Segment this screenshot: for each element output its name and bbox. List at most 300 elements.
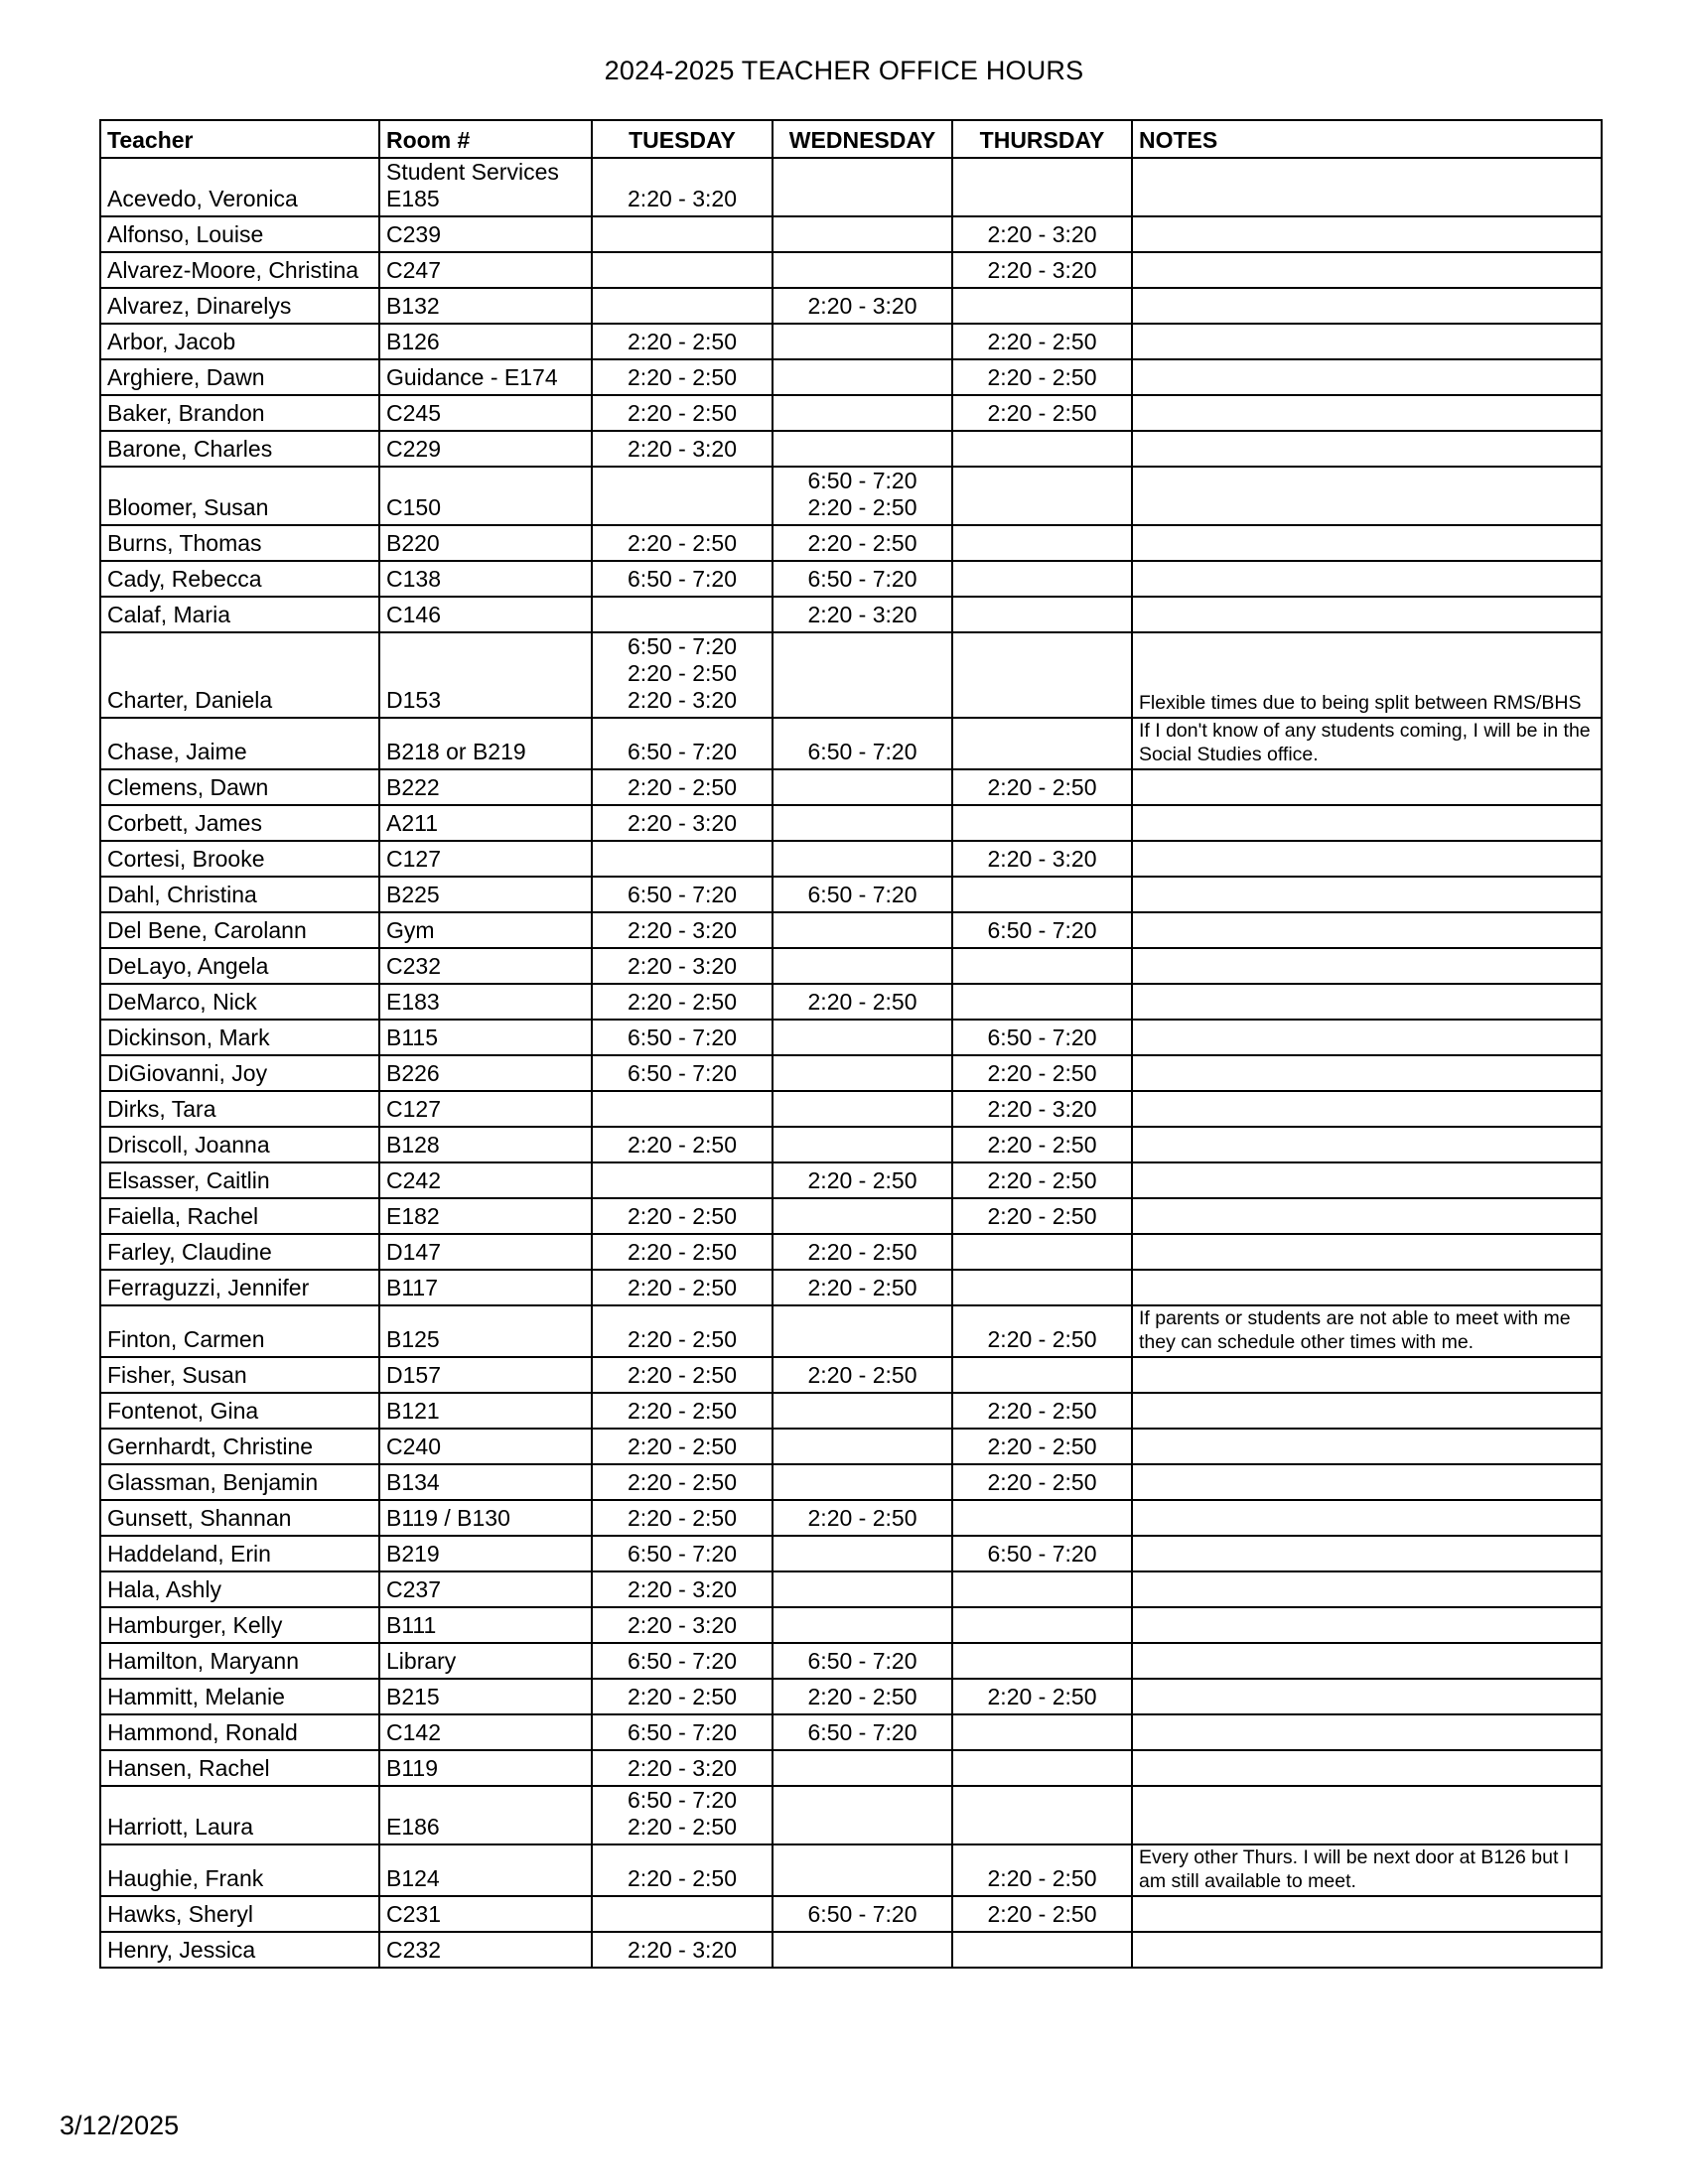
wednesday-cell: 2:20 - 2:50 <box>773 1357 952 1393</box>
teacher-cell: Bloomer, Susan <box>100 467 379 525</box>
thursday-cell: 2:20 - 2:50 <box>952 324 1132 359</box>
table-row <box>100 158 1602 216</box>
thursday-cell: 2:20 - 2:50 <box>952 1393 1132 1429</box>
wednesday-cell <box>773 1607 952 1643</box>
table-row <box>100 912 1602 948</box>
room-cell: A211 <box>379 805 592 841</box>
table-row <box>100 1536 1602 1571</box>
wednesday-cell: 2:20 - 2:50 <box>773 525 952 561</box>
teacher-cell: Cortesi, Brooke <box>100 841 379 877</box>
tuesday-cell: 2:20 - 2:50 <box>592 359 773 395</box>
teacher-cell: Arbor, Jacob <box>100 324 379 359</box>
table-row <box>100 1198 1602 1234</box>
table-header-row <box>100 120 1602 158</box>
thursday-cell: 2:20 - 2:50 <box>952 1896 1132 1932</box>
tuesday-cell: 2:20 - 3:20 <box>592 431 773 467</box>
notes-cell <box>1132 1500 1602 1536</box>
notes-cell <box>1132 1127 1602 1162</box>
notes-cell <box>1132 1536 1602 1571</box>
room-cell: C240 <box>379 1429 592 1464</box>
room-cell: B119 <box>379 1750 592 1786</box>
thursday-cell <box>952 1607 1132 1643</box>
table-row <box>100 1357 1602 1393</box>
thursday-cell: 2:20 - 2:50 <box>952 359 1132 395</box>
notes-cell <box>1132 1357 1602 1393</box>
tuesday-cell <box>592 288 773 324</box>
room-cell: C127 <box>379 1091 592 1127</box>
room-cell: C231 <box>379 1896 592 1932</box>
teacher-cell: Hansen, Rachel <box>100 1750 379 1786</box>
table-row <box>100 1162 1602 1198</box>
thursday-cell <box>952 948 1132 984</box>
teacher-cell: Hammond, Ronald <box>100 1714 379 1750</box>
tuesday-cell <box>592 1091 773 1127</box>
tuesday-cell <box>592 1162 773 1198</box>
table-row <box>100 1786 1602 1844</box>
notes-cell <box>1132 1679 1602 1714</box>
room-cell: B226 <box>379 1055 592 1091</box>
thursday-cell: 6:50 - 7:20 <box>952 1536 1132 1571</box>
tuesday-cell: 2:20 - 3:20 <box>592 1607 773 1643</box>
room-cell: D157 <box>379 1357 592 1393</box>
tuesday-cell: 2:20 - 2:50 <box>592 1393 773 1429</box>
wednesday-cell: 6:50 - 7:20 2:20 - 2:50 <box>773 467 952 525</box>
tuesday-cell: 2:20 - 2:50 <box>592 395 773 431</box>
thursday-cell <box>952 1500 1132 1536</box>
teacher-cell: Alfonso, Louise <box>100 216 379 252</box>
tuesday-cell: 6:50 - 7:20 <box>592 1536 773 1571</box>
thursday-cell <box>952 1357 1132 1393</box>
wednesday-cell <box>773 216 952 252</box>
thursday-cell <box>952 632 1132 718</box>
table-row <box>100 1750 1602 1786</box>
room-cell: B220 <box>379 525 592 561</box>
column-header-room: Room # <box>379 120 592 158</box>
table-row <box>100 1020 1602 1055</box>
room-cell: Guidance - E174 <box>379 359 592 395</box>
teacher-cell: Dickinson, Mark <box>100 1020 379 1055</box>
room-cell: B119 / B130 <box>379 1500 592 1536</box>
wednesday-cell <box>773 1536 952 1571</box>
tuesday-cell: 6:50 - 7:20 2:20 - 2:50 <box>592 1786 773 1844</box>
room-cell: C127 <box>379 841 592 877</box>
room-cell: Library <box>379 1643 592 1679</box>
notes-cell: If parents or students are not able to meet with me they can schedule other times with me. <box>1132 1305 1602 1357</box>
notes-cell <box>1132 359 1602 395</box>
room-cell: C142 <box>379 1714 592 1750</box>
tuesday-cell: 2:20 - 2:50 <box>592 1270 773 1305</box>
teacher-cell: Del Bene, Carolann <box>100 912 379 948</box>
table-row <box>100 1270 1602 1305</box>
wednesday-cell: 2:20 - 2:50 <box>773 1162 952 1198</box>
table-row <box>100 1234 1602 1270</box>
table-row <box>100 769 1602 805</box>
thursday-cell: 2:20 - 2:50 <box>952 1464 1132 1500</box>
teacher-cell: DiGiovanni, Joy <box>100 1055 379 1091</box>
thursday-cell: 2:20 - 3:20 <box>952 216 1132 252</box>
teacher-cell: Corbett, James <box>100 805 379 841</box>
wednesday-cell <box>773 1305 952 1357</box>
table-row <box>100 561 1602 597</box>
thursday-cell <box>952 1270 1132 1305</box>
wednesday-cell: 2:20 - 3:20 <box>773 597 952 632</box>
wednesday-cell: 6:50 - 7:20 <box>773 877 952 912</box>
tuesday-cell <box>592 1896 773 1932</box>
notes-cell <box>1132 1607 1602 1643</box>
notes-cell <box>1132 841 1602 877</box>
room-cell: B225 <box>379 877 592 912</box>
notes-cell <box>1132 912 1602 948</box>
teacher-cell: Ferraguzzi, Jennifer <box>100 1270 379 1305</box>
teacher-cell: Hala, Ashly <box>100 1571 379 1607</box>
table-row <box>100 1932 1602 1968</box>
thursday-cell: 2:20 - 2:50 <box>952 395 1132 431</box>
teacher-cell: Hawks, Sheryl <box>100 1896 379 1932</box>
wednesday-cell <box>773 1198 952 1234</box>
thursday-cell <box>952 597 1132 632</box>
wednesday-cell <box>773 1127 952 1162</box>
wednesday-cell <box>773 632 952 718</box>
thursday-cell <box>952 1932 1132 1968</box>
wednesday-cell: 6:50 - 7:20 <box>773 561 952 597</box>
room-cell: C237 <box>379 1571 592 1607</box>
table-row <box>100 948 1602 984</box>
column-header-tuesday: TUESDAY <box>592 120 773 158</box>
wednesday-cell <box>773 1091 952 1127</box>
wednesday-cell: 6:50 - 7:20 <box>773 1714 952 1750</box>
thursday-cell: 2:20 - 2:50 <box>952 1844 1132 1896</box>
teacher-cell: Gernhardt, Christine <box>100 1429 379 1464</box>
table-row <box>100 984 1602 1020</box>
wednesday-cell: 2:20 - 3:20 <box>773 288 952 324</box>
teacher-cell: Arghiere, Dawn <box>100 359 379 395</box>
room-cell: E182 <box>379 1198 592 1234</box>
teacher-cell: Faiella, Rachel <box>100 1198 379 1234</box>
table-row <box>100 288 1602 324</box>
notes-cell: Every other Thurs. I will be next door at B126 but I am still available to meet. <box>1132 1844 1602 1896</box>
table-row <box>100 1714 1602 1750</box>
room-cell: B219 <box>379 1536 592 1571</box>
notes-cell <box>1132 1198 1602 1234</box>
notes-cell <box>1132 1270 1602 1305</box>
wednesday-cell <box>773 1750 952 1786</box>
teacher-cell: Cady, Rebecca <box>100 561 379 597</box>
tuesday-cell: 2:20 - 3:20 <box>592 912 773 948</box>
wednesday-cell <box>773 1020 952 1055</box>
wednesday-cell <box>773 359 952 395</box>
notes-cell <box>1132 467 1602 525</box>
teacher-cell: Farley, Claudine <box>100 1234 379 1270</box>
table-row <box>100 1500 1602 1536</box>
table-row <box>100 805 1602 841</box>
teacher-cell: Finton, Carmen <box>100 1305 379 1357</box>
notes-cell <box>1132 525 1602 561</box>
tuesday-cell: 2:20 - 2:50 <box>592 984 773 1020</box>
wednesday-cell <box>773 431 952 467</box>
teacher-cell: Alvarez-Moore, Christina <box>100 252 379 288</box>
tuesday-cell: 2:20 - 3:20 <box>592 1571 773 1607</box>
table-row <box>100 1464 1602 1500</box>
table-row <box>100 1643 1602 1679</box>
teacher-cell: Driscoll, Joanna <box>100 1127 379 1162</box>
table-row <box>100 1393 1602 1429</box>
thursday-cell: 2:20 - 3:20 <box>952 841 1132 877</box>
thursday-cell: 6:50 - 7:20 <box>952 1020 1132 1055</box>
room-cell: D147 <box>379 1234 592 1270</box>
notes-cell <box>1132 1786 1602 1844</box>
wednesday-cell: 2:20 - 2:50 <box>773 1679 952 1714</box>
table-row <box>100 1896 1602 1932</box>
teacher-cell: Haddeland, Erin <box>100 1536 379 1571</box>
table-row <box>100 395 1602 431</box>
teacher-cell: Glassman, Benjamin <box>100 1464 379 1500</box>
thursday-cell: 6:50 - 7:20 <box>952 912 1132 948</box>
table-row <box>100 1679 1602 1714</box>
thursday-cell <box>952 1571 1132 1607</box>
teacher-cell: Clemens, Dawn <box>100 769 379 805</box>
wednesday-cell <box>773 1393 952 1429</box>
tuesday-cell: 2:20 - 3:20 <box>592 948 773 984</box>
notes-cell <box>1132 324 1602 359</box>
notes-cell <box>1132 561 1602 597</box>
table-row <box>100 1429 1602 1464</box>
tuesday-cell: 2:20 - 3:20 <box>592 1932 773 1968</box>
thursday-cell: 2:20 - 2:50 <box>952 1198 1132 1234</box>
table-row <box>100 324 1602 359</box>
table-row <box>100 1607 1602 1643</box>
tuesday-cell <box>592 841 773 877</box>
tuesday-cell: 2:20 - 3:20 <box>592 805 773 841</box>
wednesday-cell <box>773 395 952 431</box>
room-cell: C247 <box>379 252 592 288</box>
thursday-cell <box>952 984 1132 1020</box>
teacher-cell: Charter, Daniela <box>100 632 379 718</box>
table-row <box>100 841 1602 877</box>
tuesday-cell: 2:20 - 2:50 <box>592 1679 773 1714</box>
tuesday-cell: 6:50 - 7:20 <box>592 877 773 912</box>
tuesday-cell: 6:50 - 7:20 <box>592 1643 773 1679</box>
wednesday-cell <box>773 252 952 288</box>
notes-cell <box>1132 1234 1602 1270</box>
table-row <box>100 252 1602 288</box>
wednesday-cell <box>773 805 952 841</box>
tuesday-cell: 2:20 - 2:50 <box>592 525 773 561</box>
room-cell: B115 <box>379 1020 592 1055</box>
teacher-cell: Haughie, Frank <box>100 1844 379 1896</box>
room-cell: C232 <box>379 1932 592 1968</box>
thursday-cell <box>952 158 1132 216</box>
footer-date: 3/12/2025 <box>60 2111 180 2140</box>
notes-cell <box>1132 948 1602 984</box>
room-cell: E183 <box>379 984 592 1020</box>
notes-cell <box>1132 805 1602 841</box>
table-row <box>100 1055 1602 1091</box>
thursday-cell <box>952 877 1132 912</box>
thursday-cell <box>952 718 1132 769</box>
room-cell: B126 <box>379 324 592 359</box>
teacher-cell: DeLayo, Angela <box>100 948 379 984</box>
table-row <box>100 597 1602 632</box>
tuesday-cell: 6:50 - 7:20 <box>592 1714 773 1750</box>
teacher-cell: Fontenot, Gina <box>100 1393 379 1429</box>
thursday-cell: 2:20 - 2:50 <box>952 1127 1132 1162</box>
teacher-cell: Hamilton, Maryann <box>100 1643 379 1679</box>
thursday-cell: 2:20 - 2:50 <box>952 1055 1132 1091</box>
thursday-cell: 2:20 - 2:50 <box>952 1305 1132 1357</box>
thursday-cell: 2:20 - 3:20 <box>952 252 1132 288</box>
notes-cell <box>1132 1464 1602 1500</box>
teacher-cell: Harriott, Laura <box>100 1786 379 1844</box>
wednesday-cell <box>773 1571 952 1607</box>
tuesday-cell: 2:20 - 2:50 <box>592 324 773 359</box>
teacher-cell: Elsasser, Caitlin <box>100 1162 379 1198</box>
room-cell: C245 <box>379 395 592 431</box>
table-row <box>100 1091 1602 1127</box>
notes-cell <box>1132 1429 1602 1464</box>
room-cell: B125 <box>379 1305 592 1357</box>
table-row <box>100 1571 1602 1607</box>
wednesday-cell <box>773 912 952 948</box>
wednesday-cell: 6:50 - 7:20 <box>773 1643 952 1679</box>
room-cell: Gym <box>379 912 592 948</box>
tuesday-cell: 2:20 - 3:20 <box>592 1750 773 1786</box>
teacher-cell: Calaf, Maria <box>100 597 379 632</box>
thursday-cell <box>952 561 1132 597</box>
room-cell: B124 <box>379 1844 592 1896</box>
teacher-cell: Barone, Charles <box>100 431 379 467</box>
room-cell: C138 <box>379 561 592 597</box>
tuesday-cell: 2:20 - 2:50 <box>592 1305 773 1357</box>
notes-cell <box>1132 431 1602 467</box>
room-cell: C232 <box>379 948 592 984</box>
thursday-cell: 2:20 - 3:20 <box>952 1091 1132 1127</box>
notes-cell <box>1132 1020 1602 1055</box>
notes-cell <box>1132 1932 1602 1968</box>
page-title: 2024-2025 TEACHER OFFICE HOURS <box>604 56 1084 85</box>
teacher-cell: Dahl, Christina <box>100 877 379 912</box>
wednesday-cell <box>773 158 952 216</box>
thursday-cell <box>952 1750 1132 1786</box>
thursday-cell <box>952 525 1132 561</box>
thursday-cell <box>952 805 1132 841</box>
tuesday-cell: 2:20 - 2:50 <box>592 1234 773 1270</box>
wednesday-cell: 2:20 - 2:50 <box>773 1270 952 1305</box>
table-row <box>100 1305 1602 1357</box>
thursday-cell: 2:20 - 2:50 <box>952 1429 1132 1464</box>
thursday-cell: 2:20 - 2:50 <box>952 769 1132 805</box>
teacher-cell: DeMarco, Nick <box>100 984 379 1020</box>
thursday-cell <box>952 1714 1132 1750</box>
teacher-cell: Acevedo, Veronica <box>100 158 379 216</box>
notes-cell <box>1132 252 1602 288</box>
table-row <box>100 1844 1602 1896</box>
room-cell: B128 <box>379 1127 592 1162</box>
teacher-cell: Alvarez, Dinarelys <box>100 288 379 324</box>
thursday-cell: 2:20 - 2:50 <box>952 1162 1132 1198</box>
notes-cell <box>1132 1571 1602 1607</box>
tuesday-cell <box>592 216 773 252</box>
notes-cell <box>1132 1714 1602 1750</box>
notes-cell <box>1132 877 1602 912</box>
wednesday-cell <box>773 769 952 805</box>
teacher-cell: Burns, Thomas <box>100 525 379 561</box>
notes-cell <box>1132 1055 1602 1091</box>
thursday-cell <box>952 1234 1132 1270</box>
tuesday-cell: 6:50 - 7:20 <box>592 718 773 769</box>
teacher-cell: Chase, Jaime <box>100 718 379 769</box>
wednesday-cell: 2:20 - 2:50 <box>773 984 952 1020</box>
teacher-cell: Hamburger, Kelly <box>100 1607 379 1643</box>
office-hours-table <box>99 119 1603 1969</box>
table-row <box>100 1127 1602 1162</box>
teacher-cell: Gunsett, Shannan <box>100 1500 379 1536</box>
tuesday-cell: 2:20 - 2:50 <box>592 769 773 805</box>
wednesday-cell <box>773 841 952 877</box>
room-cell: E186 <box>379 1786 592 1844</box>
table-row <box>100 467 1602 525</box>
tuesday-cell: 2:20 - 3:20 <box>592 158 773 216</box>
thursday-cell <box>952 467 1132 525</box>
teacher-cell: Fisher, Susan <box>100 1357 379 1393</box>
thursday-cell <box>952 1643 1132 1679</box>
room-cell: B132 <box>379 288 592 324</box>
tuesday-cell: 6:50 - 7:20 2:20 - 2:50 2:20 - 3:20 <box>592 632 773 718</box>
wednesday-cell: 6:50 - 7:20 <box>773 1896 952 1932</box>
column-header-wednesday: WEDNESDAY <box>773 120 952 158</box>
tuesday-cell: 2:20 - 2:50 <box>592 1464 773 1500</box>
column-header-teacher: Teacher <box>100 120 379 158</box>
teacher-cell: Dirks, Tara <box>100 1091 379 1127</box>
tuesday-cell: 6:50 - 7:20 <box>592 561 773 597</box>
notes-cell <box>1132 1393 1602 1429</box>
notes-cell <box>1132 597 1602 632</box>
table-row <box>100 216 1602 252</box>
notes-cell: If I don't know of any students coming, I will be in the Social Studies office. <box>1132 718 1602 769</box>
notes-cell <box>1132 288 1602 324</box>
room-cell: C229 <box>379 431 592 467</box>
wednesday-cell <box>773 1464 952 1500</box>
tuesday-cell: 2:20 - 2:50 <box>592 1500 773 1536</box>
notes-cell <box>1132 1091 1602 1127</box>
thursday-cell <box>952 431 1132 467</box>
tuesday-cell: 6:50 - 7:20 <box>592 1020 773 1055</box>
table-row <box>100 718 1602 769</box>
notes-cell <box>1132 769 1602 805</box>
column-header-notes: NOTES <box>1132 120 1602 158</box>
notes-cell <box>1132 1750 1602 1786</box>
room-cell: B215 <box>379 1679 592 1714</box>
notes-cell <box>1132 1162 1602 1198</box>
wednesday-cell <box>773 1429 952 1464</box>
wednesday-cell <box>773 1932 952 1968</box>
room-cell: C150 <box>379 467 592 525</box>
table-row <box>100 359 1602 395</box>
table-row <box>100 525 1602 561</box>
tuesday-cell: 2:20 - 2:50 <box>592 1429 773 1464</box>
table-row <box>100 431 1602 467</box>
thursday-cell <box>952 288 1132 324</box>
room-cell: B117 <box>379 1270 592 1305</box>
tuesday-cell: 2:20 - 2:50 <box>592 1198 773 1234</box>
notes-cell <box>1132 1896 1602 1932</box>
tuesday-cell: 2:20 - 2:50 <box>592 1127 773 1162</box>
teacher-cell: Hammitt, Melanie <box>100 1679 379 1714</box>
table-row <box>100 877 1602 912</box>
notes-cell: Flexible times due to being split between RMS/BHS <box>1132 632 1602 718</box>
room-cell: B121 <box>379 1393 592 1429</box>
room-cell: D153 <box>379 632 592 718</box>
wednesday-cell <box>773 1844 952 1896</box>
